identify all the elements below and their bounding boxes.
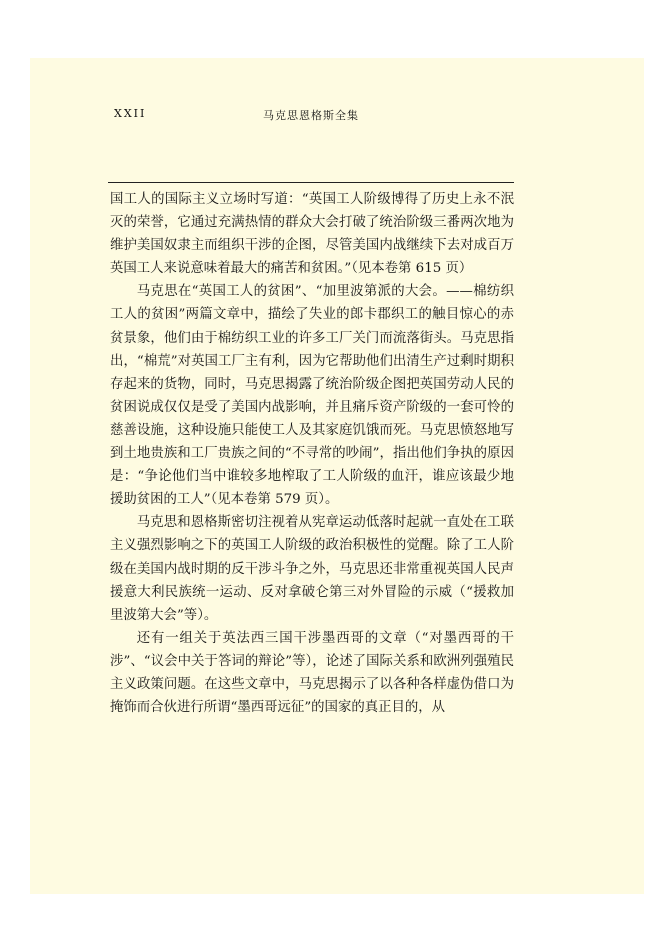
paragraph: 马克思在“英国工人的贫困”、“加里波第派的大会。——棉纺织工人的贫困”两篇文章中，描绘了失业的郎卡郡织工的触目惊心的赤贫景象，他们由于棉纺织工业的许多工厂关门而流落街头。马克思指出，“棉荒”对英国工厂主有利，因为它帮助他们出清生产过剩时期积存起来的货物，同时，马克思揭露了统治阶级企图把英国劳动人民的贫困说成仅仅是受了美国内战影响，并且痛斥资产阶级的一套可怜的慈善设施，这种设施只能使工人及其家庭饥饿而死。马克思愤怒地写到土地贵族和工厂贵族之间的“不寻常的吵闹”，指出他们争执的原因是：“争论他们当中谁较多地榨取了工人阶级的血汗，谁应该最少地援助贫困的工人”（见本卷第 579 页）。: [110, 284, 514, 508]
paragraph: 还有一组关于英法西三国干涉墨西哥的文章（“对墨西哥的干涉”、“议会中关于答词的辩论”等），论述了国际关系和欧洲列强殖民主义政策问题。在这些文章中，马克思揭示了以各种各样虚伪借口为掩饰而合伙进行所谓“墨西哥远征”的国家的真正目的，从: [110, 630, 514, 716]
book-title: 马克思恩格斯全集: [263, 109, 359, 122]
running-header: [108, 103, 514, 123]
paragraph: 马克思和恩格斯密切注视着从宪章运动低落时起就一直处在工联主义强烈影响之下的英国工人阶级的政治积极性的觉醒。除了工人阶级在美国内战时期的反干涉斗争之外，马克思还非常重视英国人民声援意大利民族统一运动、反对拿破仑第三对外冒险的示威（“援救加里波第大会”等）。: [110, 515, 514, 623]
body-text: [110, 188, 514, 719]
page-number: XXII: [114, 107, 147, 120]
paragraph-continued: 国工人的国际主义立场时写道：“英国工人阶级博得了历史上永不泯灭的荣誉，它通过充满热情的群众大会打破了统治阶级三番两次地为维护美国奴隶主而组织干涉的企图，尽管美国内战继续下去对成百万英国工人来说意味着最大的痛苦和贫困。”（见本卷第 615 页）: [110, 192, 514, 277]
header-rule: [108, 182, 514, 183]
